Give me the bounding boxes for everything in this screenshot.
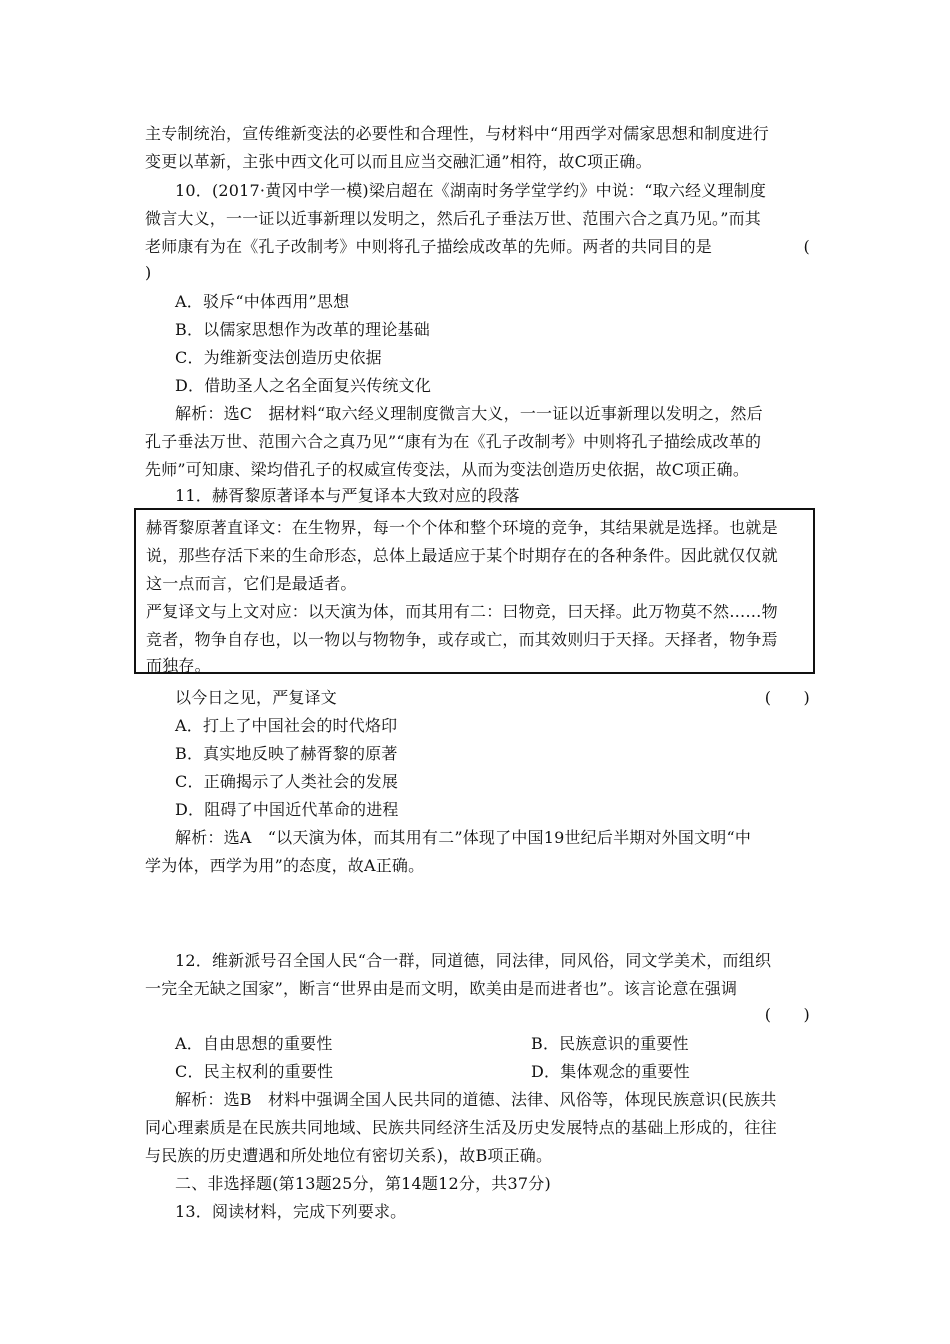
analysis-line: 同心理素质是在民族共同地域、民族共同经济生活及历史发展特点的基础上形成的，往往 <box>145 1118 777 1137</box>
answer-paren: ( ) <box>764 688 810 707</box>
question-10-line: 微言大义，一一证以近事新理以发明之，然后孔子垂法万世、范围六合之真乃见。”而其 <box>145 209 761 228</box>
section-title: 二、非选择题(第13题25分，第14题12分，共37分) <box>175 1174 551 1193</box>
answer-paren-open: ( <box>803 237 810 256</box>
option-row <box>175 1034 810 1054</box>
paragraph-line: 主专制统治，宣传维新变法的必要性和合理性，与材料中“用西学对儒家思想和制度进行 <box>145 124 769 143</box>
box-line: 这一点而言，它们是最适者。 <box>146 574 357 593</box>
question-10-line <box>145 237 810 257</box>
question-11-stem <box>175 688 810 708</box>
answer-paren-close: ) <box>145 263 152 282</box>
question-12-line: 一完全无缺之国家”，断言“世界由是而文明，欧美由是而进者也”。该言论意在强调 <box>145 979 738 998</box>
option-a: A．打上了中国社会的时代烙印 <box>175 716 398 735</box>
option-a: A．自由思想的重要性 <box>175 1034 333 1053</box>
box-line: 严复译文与上文对应：以天演为体，而其用有二：曰物竞，曰天择。此万物莫不然……物 <box>146 602 778 621</box>
analysis-line: 解析：选A “以天演为体，而其用有二”体现了中国19世纪后半期对外国文明“中 <box>175 828 752 847</box>
analysis-line: 解析：选C 据材料“取六经义理制度微言大义，一一证以近事新理以发明之，然后 <box>175 404 763 423</box>
analysis-line: 先师”可知康、梁均借孔子的权威宣传变法，从而为变法创造历史依据，故C项正确。 <box>145 460 750 479</box>
question-10-text: 老师康有为在《孔子改制考》中则将孔子描绘成改革的先师。两者的共同目的是 <box>145 237 713 256</box>
option-d: D．借助圣人之名全面复兴传统文化 <box>175 376 432 395</box>
question-11-stem-text: 以今日之见，严复译文 <box>175 688 338 707</box>
translation-comparison-box <box>134 508 815 674</box>
option-b: B．真实地反映了赫胥黎的原著 <box>175 744 398 763</box>
option-c: C．为维新变法创造历史依据 <box>175 348 382 367</box>
option-row <box>175 1062 810 1082</box>
box-line: 赫胥黎原著直译文：在生物界，每一个个体和整个环境的竞争，其结果就是选择。也就是 <box>146 518 778 537</box>
box-line: 而独存。 <box>146 656 211 675</box>
paragraph-line: 变更以革新，主张中西文化可以而且应当交融汇通”相符，故C项正确。 <box>145 152 652 171</box>
question-12-line: 12．维新派号召全国人民“合一群，同道德，同法律，同风俗，同文学美术，而组织 <box>175 951 772 970</box>
option-a: A．驳斥“中体西用”思想 <box>175 292 350 311</box>
analysis-line: 解析：选B 材料中强调全国人民共同的道德、法律、风俗等，体现民族意识(民族共 <box>175 1090 777 1109</box>
option-c: C．正确揭示了人类社会的发展 <box>175 772 399 791</box>
option-d: D．集体观念的重要性 <box>531 1062 690 1081</box>
analysis-line: 孔子垂法万世、范围六合之真乃见”“康有为在《孔子改制考》中则将孔子描绘成改革的 <box>145 432 762 451</box>
option-d: D．阻碍了中国近代革命的进程 <box>175 800 399 819</box>
question-13-intro: 13．阅读材料，完成下列要求。 <box>175 1202 407 1221</box>
option-b: B．民族意识的重要性 <box>531 1034 689 1053</box>
answer-paren: ( ) <box>764 1005 810 1024</box>
analysis-line: 与民族的历史遭遇和所处地位有密切关系)，故B项正确。 <box>145 1146 553 1165</box>
question-11-intro: 11．赫胥黎原著译本与严复译本大致对应的段落 <box>175 486 520 505</box>
question-10-line: 10．(2017·黄冈中学一模)梁启超在《湖南时务学堂学约》中说：“取六经义理制度 <box>175 181 767 200</box>
option-c: C．民主权利的重要性 <box>175 1062 334 1081</box>
box-line: 竞者，物争自存也，以一物以与物物争，或存或亡，而其效则归于天择。天择者，物争焉 <box>146 630 778 649</box>
box-line: 说，那些存活下来的生命形态，总体上最适应于某个时期存在的各种条件。因此就仅仅就 <box>146 546 778 565</box>
option-b: B．以儒家思想作为改革的理论基础 <box>175 320 430 339</box>
analysis-line: 学为体，西学为用”的态度，故A正确。 <box>145 856 425 875</box>
